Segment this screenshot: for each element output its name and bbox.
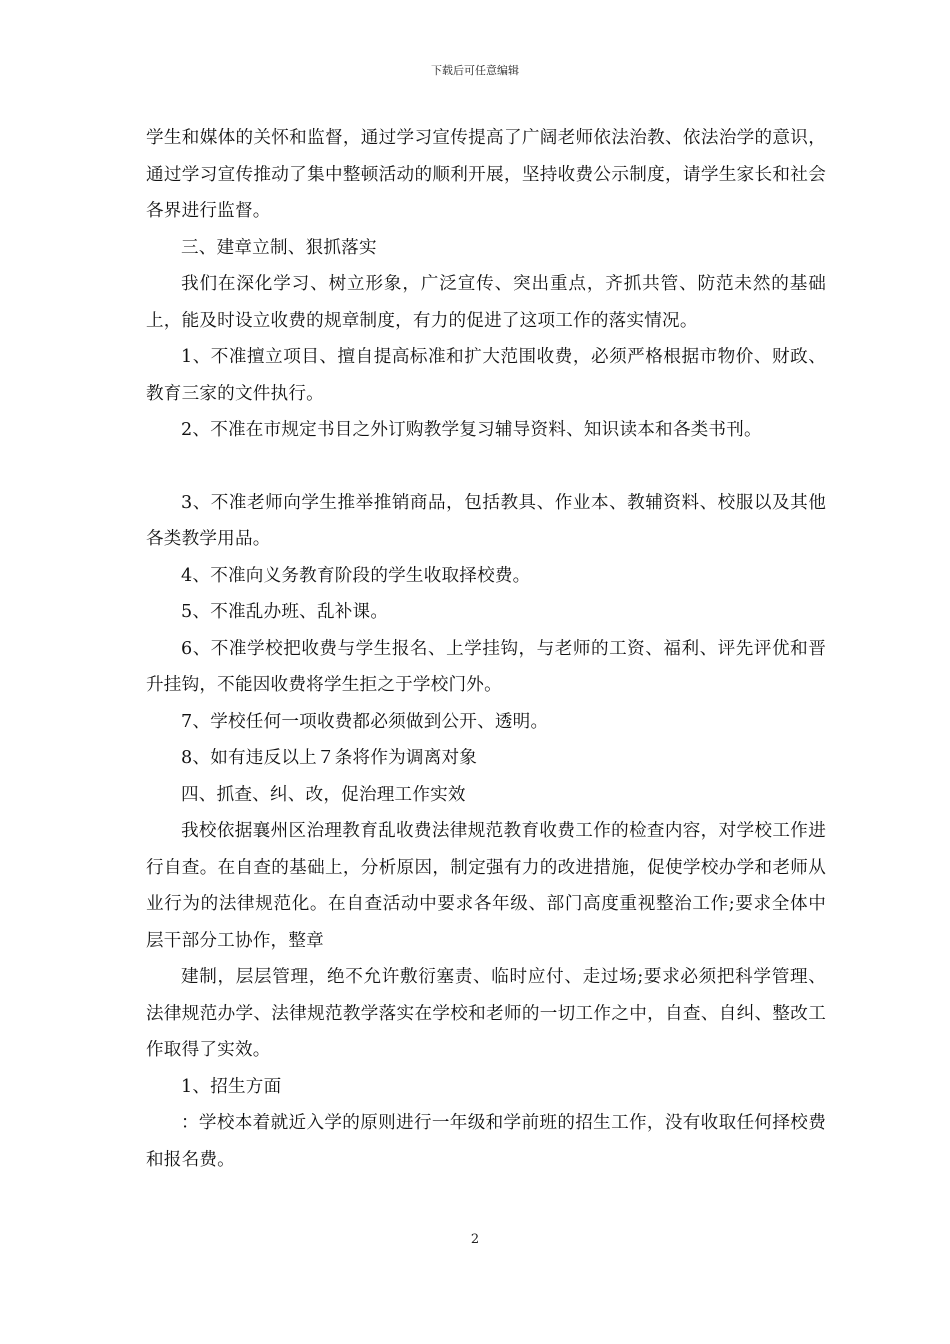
- paragraph: 学生和媒体的关怀和监督，通过学习宣传提高了广阔老师依法治教、依法治学的意识，通过学习宣传推动了集中整顿活动的顺利开展，坚持收费公示制度，请学生家长和社会各界进行监督。: [146, 128, 826, 221]
- list-item: 6、不准学校把收费与学生报名、上学挂钩，与老师的工资、福利、评先评优和晋升挂钩，不能因收费将学生拒之于学校门外。: [146, 638, 826, 695]
- list-item: 4、不准向义务教育阶段的学生收取择校费。: [181, 565, 531, 586]
- blank-line: [146, 449, 826, 485]
- document-body: [146, 120, 826, 1178]
- page-number: 2: [470, 1232, 480, 1247]
- subsection-heading: 1、招生方面: [181, 1076, 282, 1097]
- paragraph: 我们在深化学习、树立形象，广泛宣传、突出重点，齐抓共管、防范未然的基础上，能及时设立收费的规章制度，有力的促进了这项工作的落实情况。: [146, 274, 826, 331]
- list-item: 2、不准在市规定书目之外订购教学复习辅导资料、知识读本和各类书刊。: [181, 420, 762, 440]
- paragraph: 建制，层层管理，绝不允许敷衍塞责、临时应付、走过场;要求必须把科学管理、法律规范办学、法律规范教学落实在学校和老师的一切工作之中，自查、自纠、整改工作取得了实效。: [146, 967, 826, 1060]
- section-heading: 三、建章立制、狠抓落实: [181, 237, 377, 258]
- section-heading: 四、抓查、纠、改，促治理工作实效: [181, 784, 466, 805]
- page-header: 下载后可任意编辑: [431, 64, 519, 77]
- paragraph: 我校依据襄州区治理教育乱收费法律规范教育收费工作的检查内容，对学校工作进行自查。在自查的基础上，分析原因，制定强有力的改进措施，促使学校办学和老师从业行为的法律规范化。在自查活动中要求各年级、部门高度重视整治工作;要求全体中层干部分工协作，整章: [146, 821, 826, 951]
- paragraph: ：学校本着就近入学的原则进行一年级和学前班的招生工作，没有收取任何择校费和报名费。: [146, 1113, 826, 1170]
- list-item: 8、如有违反以上７条将作为调离对象: [181, 748, 478, 768]
- list-item: 3、不准老师向学生推举推销商品，包括教具、作业本、教辅资料、校服以及其他各类教学用品。: [146, 492, 826, 549]
- list-item: 1、不准擅立项目、擅自提高标准和扩大范围收费，必须严格根据市物价、财政、教育三家的文件执行。: [146, 347, 826, 404]
- list-item: 5、不准乱办班、乱补课。: [181, 602, 389, 622]
- list-item: 7、学校任何一项收费都必须做到公开、透明。: [181, 711, 549, 732]
